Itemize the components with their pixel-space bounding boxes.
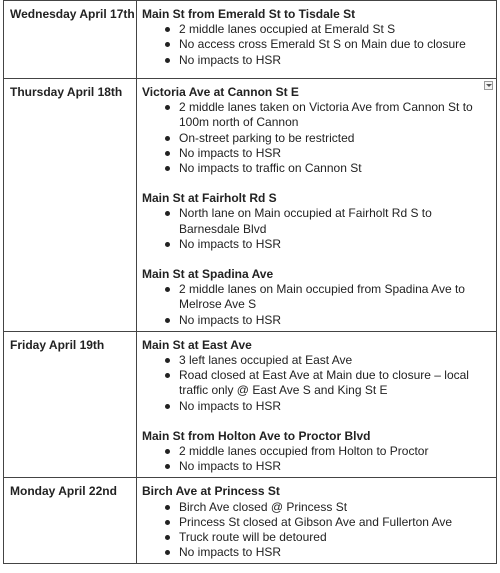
chevron-down-icon[interactable] bbox=[484, 81, 493, 90]
list-item: Princess St closed at Gibson Ave and Fullerton Ave bbox=[179, 515, 490, 530]
list-item: No impacts to HSR bbox=[179, 399, 490, 414]
impact-list bbox=[142, 444, 490, 474]
table-row bbox=[4, 1, 497, 79]
location-block bbox=[142, 85, 490, 176]
list-item: 3 left lanes occupied at East Ave bbox=[179, 353, 490, 368]
construction-schedule-table bbox=[3, 0, 497, 564]
impact-list bbox=[142, 282, 490, 328]
location-heading: Main St from Holton Ave to Proctor Blvd bbox=[142, 428, 371, 443]
day-label: Thursday April 18th bbox=[10, 85, 123, 99]
day-label: Wednesday April 17th bbox=[10, 7, 135, 21]
list-item: No impacts to HSR bbox=[179, 545, 490, 560]
impact-list bbox=[142, 500, 490, 561]
detail-cell bbox=[137, 79, 497, 332]
list-item: Birch Ave closed @ Princess St bbox=[179, 500, 490, 515]
impact-list bbox=[142, 206, 490, 252]
detail-cell bbox=[137, 478, 497, 564]
table-row bbox=[4, 478, 497, 564]
location-heading: Victoria Ave at Cannon St E bbox=[142, 85, 299, 99]
list-item: No impacts to HSR bbox=[179, 237, 490, 252]
list-item: No impacts to HSR bbox=[179, 53, 490, 68]
list-item: 2 middle lanes on Main occupied from Spadina Ave to Melrose Ave S bbox=[179, 282, 490, 312]
impact-list bbox=[142, 100, 490, 176]
table-row bbox=[4, 79, 497, 332]
day-cell bbox=[4, 478, 137, 564]
location-heading: Main St at Spadina Ave bbox=[142, 267, 274, 282]
location-block bbox=[142, 338, 490, 414]
day-label: Monday April 22nd bbox=[10, 484, 117, 499]
day-cell bbox=[4, 1, 137, 79]
list-item: No access cross Emerald St S on Main due to closure bbox=[179, 37, 490, 52]
list-item: 2 middle lanes taken on Victoria Ave from Cannon St to 100m north of Cannon bbox=[179, 100, 490, 130]
list-item: North lane on Main occupied at Fairholt Rd S to Barnesdale Blvd bbox=[179, 206, 490, 236]
list-item: No impacts to HSR bbox=[179, 146, 490, 161]
list-item: No impacts to HSR bbox=[179, 459, 490, 474]
impact-list bbox=[142, 22, 490, 68]
detail-cell bbox=[137, 331, 497, 478]
location-heading: Birch Ave at Princess St bbox=[142, 484, 280, 499]
list-item: 2 middle lanes occupied at Emerald St S bbox=[179, 22, 490, 37]
location-block bbox=[142, 191, 490, 252]
list-item: Road closed at East Ave at Main due to closure – local traffic only @ East Ave S and King St E bbox=[179, 368, 490, 398]
location-heading: Main St at East Ave bbox=[142, 337, 252, 352]
table-row bbox=[4, 331, 497, 478]
day-cell bbox=[4, 331, 137, 478]
list-item: No impacts to traffic on Cannon St bbox=[179, 161, 490, 176]
list-item: 2 middle lanes occupied from Holton to Proctor bbox=[179, 444, 490, 459]
location-block bbox=[142, 484, 490, 560]
list-item: Truck route will be detoured bbox=[179, 530, 490, 545]
day-cell bbox=[4, 79, 137, 332]
location-block bbox=[142, 7, 490, 68]
list-item: On-street parking to be restricted bbox=[179, 131, 490, 146]
location-heading: Main St at Fairholt Rd S bbox=[142, 191, 277, 206]
location-block bbox=[142, 429, 490, 475]
impact-list bbox=[142, 353, 490, 414]
day-label: Friday April 19th bbox=[10, 337, 105, 352]
detail-cell bbox=[137, 1, 497, 79]
list-item: No impacts to HSR bbox=[179, 313, 490, 328]
location-heading: Main St from Emerald St to Tisdale St bbox=[142, 7, 356, 21]
location-block bbox=[142, 267, 490, 328]
